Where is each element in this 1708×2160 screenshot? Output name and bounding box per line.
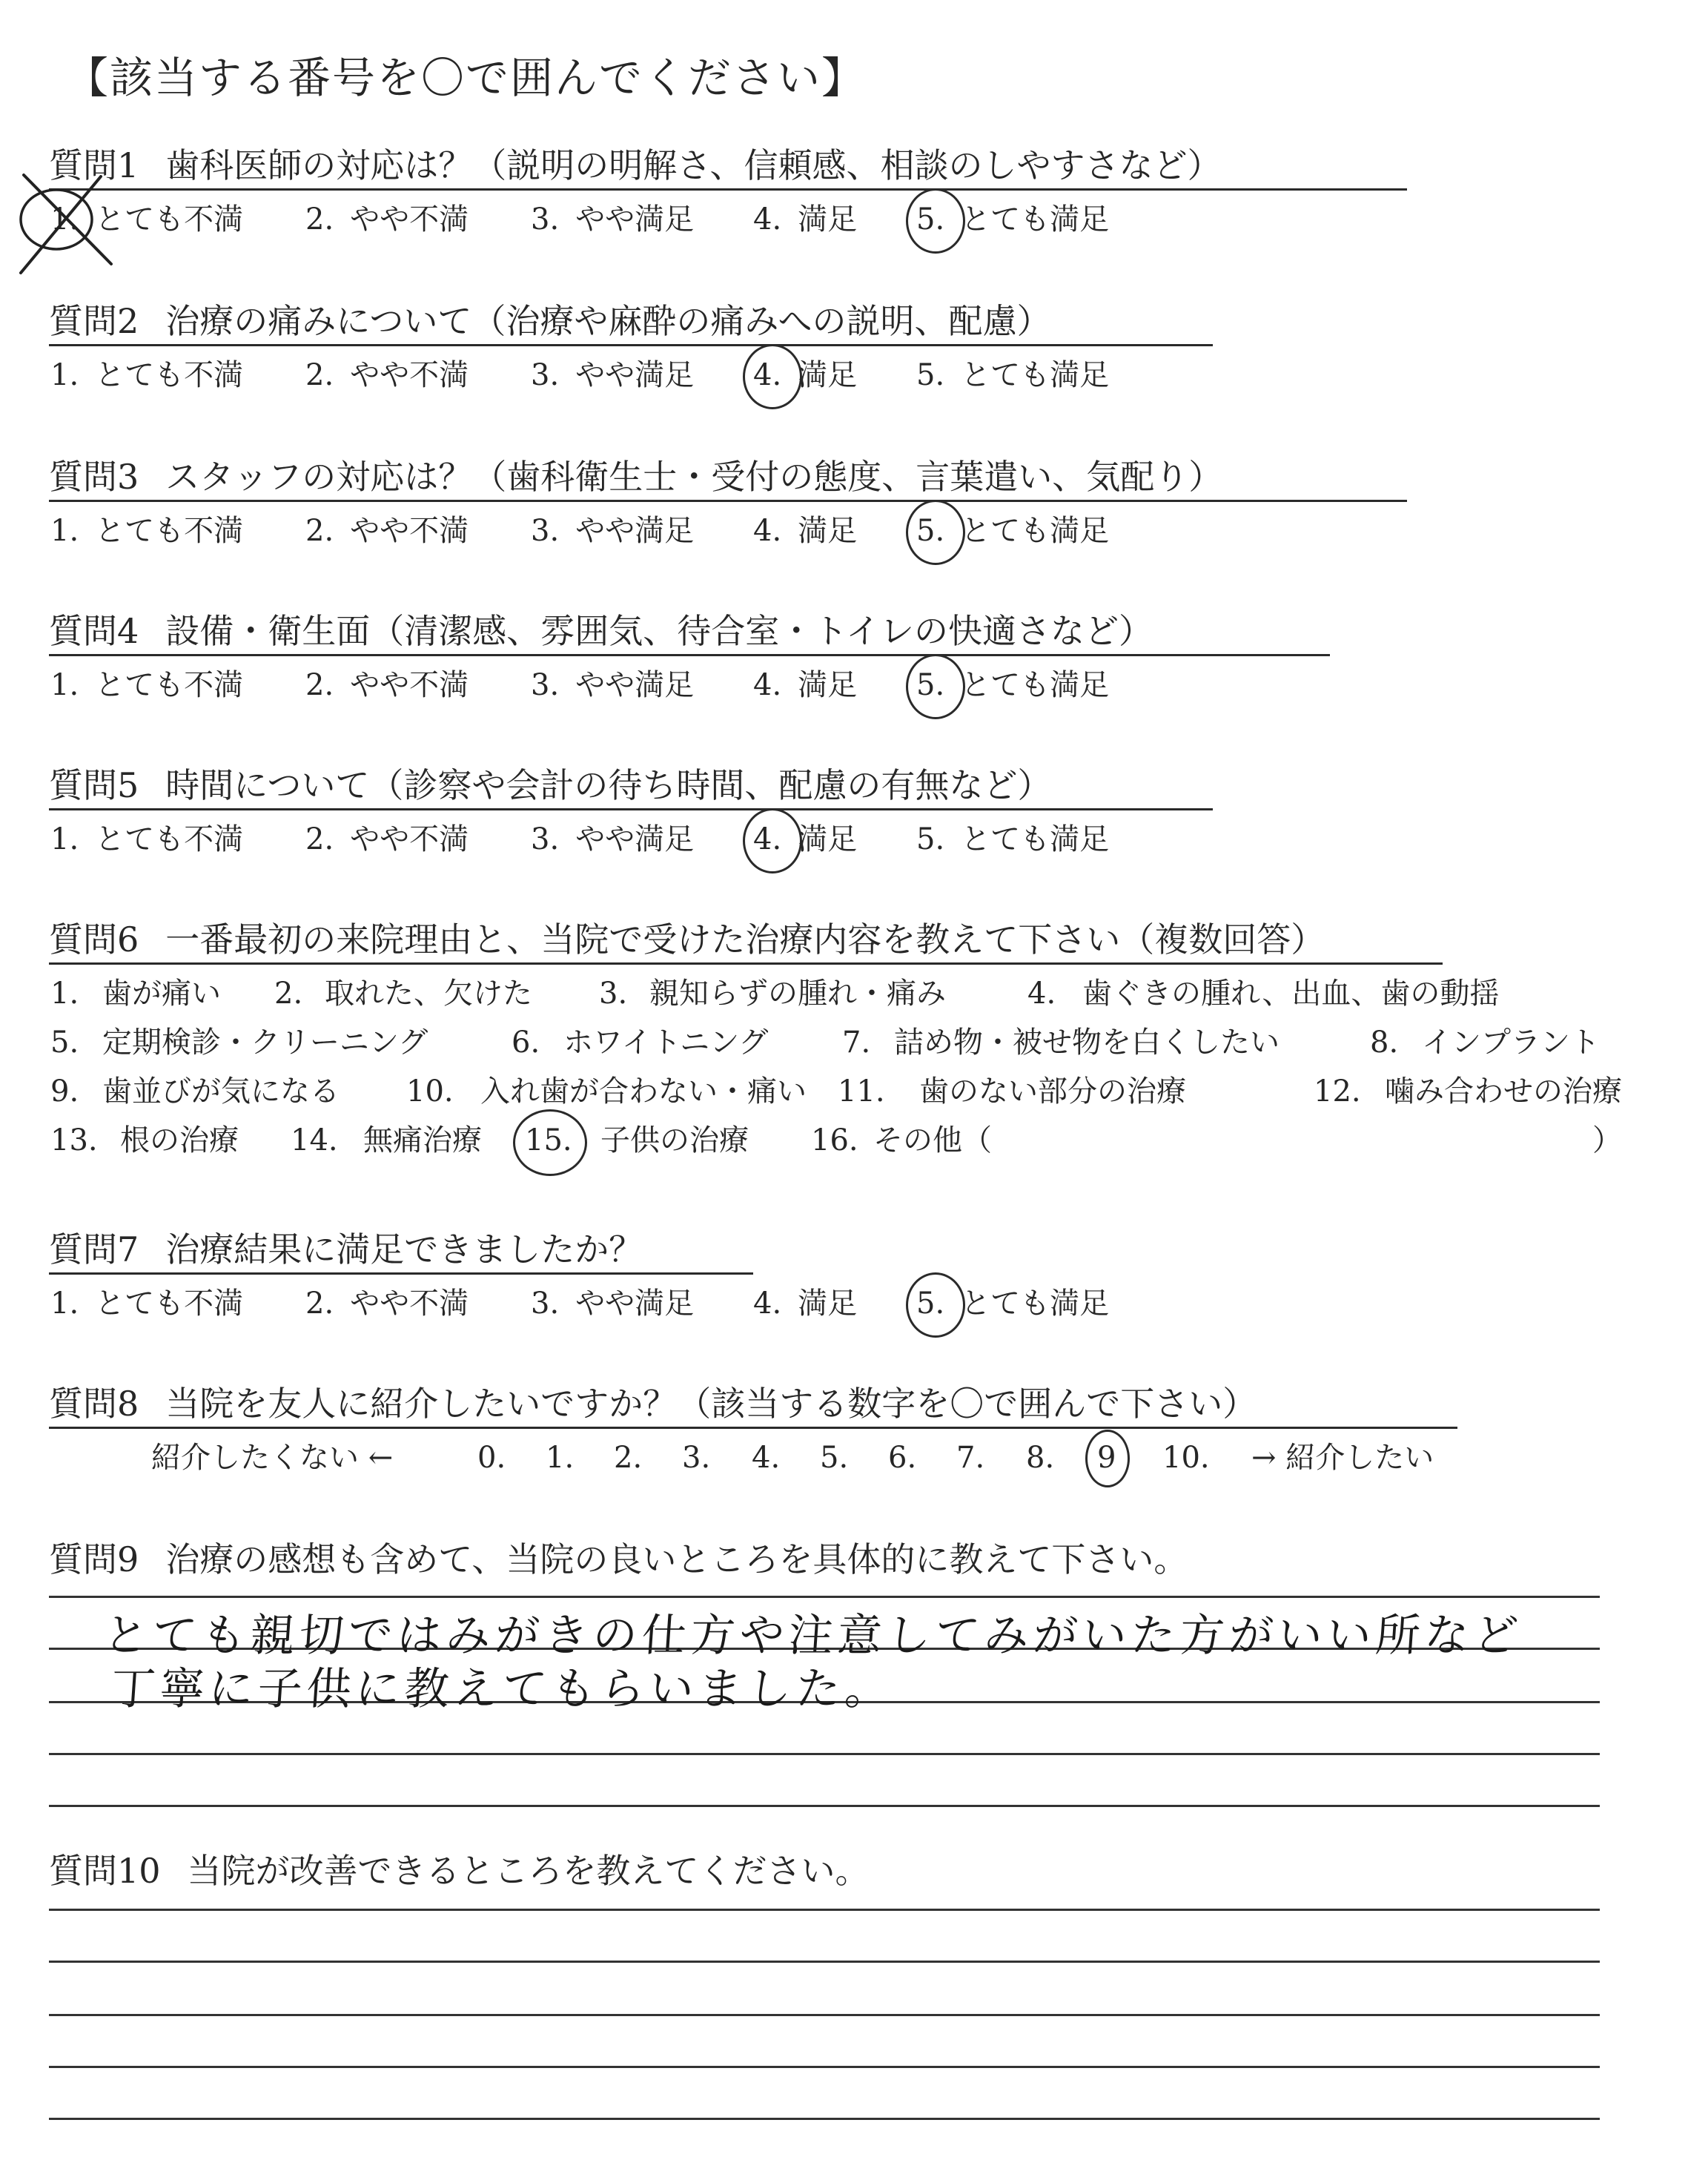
q2-option-number: 3. (531, 358, 560, 392)
q2-number: 質問2 (49, 301, 139, 341)
q10-answer-line (49, 1909, 1600, 1911)
q7-option-number: 3. (531, 1287, 560, 1321)
q7-option-label: とても不満 (95, 1287, 244, 1321)
q8-number: 質問8 (49, 1384, 139, 1424)
q10-answer-line (49, 2066, 1600, 2068)
q8-scale-4[interactable]: 4. (752, 1441, 781, 1475)
q4-option-number: 2. (305, 668, 334, 702)
q5-option-label: とても満足 (961, 822, 1110, 856)
q7-option-1[interactable] (50, 1287, 244, 1321)
q2-option-label: 満足 (798, 358, 858, 392)
q7-text: 治療結果に満足できましたか？ (165, 1229, 643, 1269)
q6-option-label: 定期検診・クリーニング (102, 1025, 428, 1060)
q6-option-label: 子供の治療 (600, 1123, 749, 1157)
q1-option-number: 5. (916, 202, 945, 237)
q2-option-3[interactable] (531, 360, 694, 390)
q6-option-label: 無痛治療 (363, 1123, 482, 1157)
q1-option-4[interactable] (753, 202, 858, 237)
q6-other-close: ） (1592, 1123, 1622, 1157)
q6-heading (49, 919, 1325, 960)
q2-option-label: とても満足 (961, 358, 1110, 392)
q5-option-label: 満足 (798, 822, 858, 856)
q5-option-label: やや不満 (350, 822, 469, 856)
q3-option-label: 満足 (798, 514, 858, 548)
q6-option-number[interactable]: 13. (50, 1123, 98, 1157)
q2-heading (49, 301, 1051, 341)
q1-option-number: 1. (50, 202, 79, 237)
q5-option-number: 4. (753, 822, 782, 856)
q4-option-number: 3. (531, 668, 560, 702)
q4-option-5[interactable] (916, 670, 1109, 700)
q8-scale-5[interactable]: 5. (820, 1441, 849, 1475)
q9-handwritten-answer-line1: とても親切ではみがきの仕方や注意してみがいた方がいい所など (102, 1610, 1525, 1662)
q7-option-5[interactable] (916, 1287, 1110, 1321)
q3-underline (49, 500, 1407, 502)
q2-option-5[interactable] (916, 360, 1109, 390)
q6-option-number[interactable]: 16. (811, 1123, 858, 1157)
q4-option-number: 1. (50, 668, 79, 702)
q7-option-2[interactable] (305, 1287, 469, 1321)
q9-answer-line (49, 1596, 1600, 1598)
q9-number: 質問9 (49, 1539, 139, 1579)
q5-text: 時間について（診察や会計の待ち時間、配慮の有無など） (165, 765, 1052, 805)
q6-option-label: 詰め物・被せ物を白くしたい (894, 1025, 1280, 1060)
q7-option-number: 4. (753, 1287, 782, 1321)
q4-option-number: 4. (753, 668, 782, 702)
q2-option-2[interactable] (305, 360, 469, 390)
q3-number: 質問3 (49, 457, 139, 497)
q3-option-number: 3. (531, 514, 560, 548)
q8-scale-6[interactable]: 6. (888, 1441, 917, 1475)
q5-option-number: 1. (50, 822, 79, 856)
q1-heading (49, 145, 1222, 185)
q1-text: 歯科医師の対応は？（説明の明解さ、信頼感、相談のしやすさなど） (165, 145, 1222, 185)
q6-option-number[interactable]: 2. (274, 977, 303, 1011)
q2-option-number: 4. (753, 358, 782, 392)
q4-option-label: 満足 (798, 668, 858, 702)
q6-option-number[interactable]: 4. (1027, 977, 1056, 1011)
q1-option-label: やや不満 (350, 202, 469, 237)
q9-answer-line (49, 1805, 1600, 1807)
q8-scale-7[interactable]: 7. (956, 1441, 985, 1475)
q6-option-label: 噛み合わせの治療 (1385, 1074, 1622, 1109)
q9-answer-line (49, 1753, 1600, 1755)
q7-option-label: やや不満 (350, 1287, 469, 1321)
q3-option-label: とても満足 (961, 514, 1110, 548)
q1-number: 質問1 (49, 145, 139, 185)
q5-option-1[interactable] (50, 822, 244, 856)
q3-option-number: 1. (50, 514, 79, 548)
q10-text: 当院が改善できるところを教えてください。 (187, 1851, 870, 1891)
q6-option-number[interactable]: 8. (1370, 1025, 1399, 1060)
q1-option-number: 3. (531, 202, 560, 237)
q2-option-label: やや満足 (575, 358, 695, 392)
q6-option-label: 歯並びが気になる (102, 1074, 340, 1109)
q8-heading (49, 1384, 1257, 1424)
q5-option-number: 5. (916, 822, 945, 856)
q6-option-number[interactable]: 7. (842, 1025, 871, 1060)
q4-heading (49, 611, 1153, 651)
q6-option-number[interactable]: 3. (599, 977, 628, 1011)
q7-underline (49, 1272, 753, 1275)
q6-option-number[interactable]: 11. (838, 1074, 885, 1109)
q10-heading (49, 1851, 870, 1891)
q4-underline (49, 654, 1330, 656)
q9-text: 治療の感想も含めて、当院の良いところを具体的に教えて下さい。 (165, 1539, 1188, 1579)
q6-option-number[interactable]: 10. (406, 1074, 454, 1109)
q1-option-number: 4. (753, 202, 782, 237)
q10-answer-line (49, 2014, 1600, 2016)
q1-option-label: 満足 (798, 202, 858, 237)
q1-underline (49, 188, 1407, 191)
q4-option-4[interactable] (753, 670, 857, 700)
q5-option-label: とても不満 (95, 822, 244, 856)
q6-option-label: インプラント (1422, 1025, 1600, 1060)
q3-option-4[interactable] (753, 516, 857, 546)
q8-scale-10[interactable]: 10. (1162, 1441, 1210, 1475)
q8-scale-1[interactable]: 1. (546, 1441, 575, 1475)
q5-underline (49, 808, 1213, 810)
q9-handwritten-answer-line2: 丁寧に子供に教えてもらいました。 (109, 1663, 896, 1715)
q10-answer-line (49, 1961, 1600, 1963)
q8-left-label: 紹介したくない ← (151, 1441, 394, 1475)
q5-option-3[interactable] (531, 822, 695, 856)
q3-option-number: 5. (916, 514, 945, 548)
q1-option-1[interactable] (50, 202, 244, 237)
q6-option-number[interactable]: 6. (512, 1025, 540, 1060)
q4-option-label: とても不満 (95, 668, 244, 702)
q2-text: 治療の痛みについて（治療や麻酔の痛みへの説明、配慮） (165, 301, 1051, 341)
q6-option-label: 親知らずの腫れ・痛み (649, 977, 946, 1011)
q2-option-number: 2. (305, 358, 334, 392)
q10-answer-line (49, 2118, 1600, 2120)
q3-option-2[interactable] (305, 516, 469, 546)
q3-option-label: やや満足 (575, 514, 695, 548)
q6-text: 一番最初の来院理由と、当院で受けた治療内容を教えて下さい（複数回答） (165, 919, 1325, 960)
q8-scale-3[interactable]: 3. (682, 1441, 711, 1475)
q3-option-1[interactable] (50, 516, 243, 546)
q6-underline (49, 962, 1443, 965)
q6-option-label: その他（ (873, 1123, 992, 1157)
q7-heading (49, 1229, 643, 1269)
q2-option-label: とても不満 (95, 358, 244, 392)
q4-option-2[interactable] (305, 670, 469, 700)
q6-option-label: 取れた、欠けた (325, 977, 532, 1011)
q2-option-number: 5. (916, 358, 945, 392)
q6-option-number[interactable]: 1. (50, 977, 79, 1011)
q4-option-label: やや満足 (575, 668, 695, 702)
q1-option-number: 2. (305, 202, 334, 237)
q6-number: 質問6 (49, 919, 139, 960)
q8-scale-8[interactable]: 8. (1026, 1441, 1055, 1475)
q5-option-number: 2. (305, 822, 334, 856)
q5-option-number: 3. (531, 822, 560, 856)
q7-number: 質問7 (49, 1229, 139, 1269)
q7-option-4[interactable] (753, 1287, 858, 1321)
q2-option-number: 1. (50, 358, 79, 392)
q6-option-number[interactable]: 9. (50, 1074, 79, 1109)
q6-option-label: ホワイトニング (563, 1025, 769, 1060)
q4-number: 質問4 (49, 611, 139, 651)
q8-underline (49, 1427, 1457, 1429)
q7-option-label: やや満足 (575, 1287, 695, 1321)
q8-scale-0[interactable]: 0. (477, 1441, 506, 1475)
q6-option-number[interactable]: 14. (291, 1123, 338, 1157)
q1-option-label: やや満足 (575, 202, 695, 237)
q7-option-3[interactable] (531, 1287, 695, 1321)
q7-option-label: とても満足 (961, 1287, 1110, 1321)
q3-option-3[interactable] (531, 516, 694, 546)
q3-option-number: 4. (753, 514, 782, 548)
q7-option-number: 5. (916, 1287, 945, 1321)
q4-option-number: 5. (916, 668, 945, 702)
q2-option-4[interactable] (753, 360, 857, 390)
q7-option-label: 満足 (798, 1287, 858, 1321)
q8-text: 当院を友人に紹介したいですか？（該当する数字を〇で囲んで下さい） (165, 1384, 1257, 1424)
q3-option-label: とても不満 (95, 514, 244, 548)
q6-option-number[interactable]: 15. (525, 1123, 572, 1157)
q5-number: 質問5 (49, 765, 139, 805)
q5-option-4[interactable] (753, 822, 858, 856)
q1-option-5[interactable] (916, 202, 1110, 237)
q7-option-number: 1. (50, 1287, 79, 1321)
q6-option-label: 歯のない部分の治療 (919, 1074, 1186, 1109)
q4-option-1[interactable] (50, 670, 243, 700)
q8-scale-2[interactable]: 2. (614, 1441, 643, 1475)
q2-option-1[interactable] (50, 360, 243, 390)
q3-heading (49, 457, 1223, 497)
q6-option-label: 歯が痛い (102, 977, 221, 1011)
q1-option-label: とても満足 (961, 202, 1110, 237)
q2-option-label: やや不満 (350, 358, 469, 392)
q5-option-5[interactable] (916, 822, 1110, 856)
q6-option-number[interactable]: 5. (50, 1025, 79, 1060)
q4-option-label: やや不満 (350, 668, 469, 702)
q1-option-2[interactable] (305, 202, 469, 237)
q3-option-number: 2. (305, 514, 334, 548)
q8-right-label: → 紹介したい (1251, 1441, 1434, 1475)
q5-heading (49, 765, 1052, 805)
q3-text: スタッフの対応は？（歯科衛生士・受付の態度、言葉遣い、気配り） (165, 457, 1223, 497)
q1-option-3[interactable] (531, 202, 695, 237)
q3-option-5[interactable] (916, 516, 1109, 546)
q6-option-label: 入れ歯が合わない・痛い (480, 1074, 807, 1109)
q6-option-label: 根の治療 (120, 1123, 239, 1157)
q5-option-2[interactable] (305, 822, 469, 856)
q6-option-label: 歯ぐきの腫れ、出血、歯の動揺 (1082, 977, 1500, 1011)
q3-option-label: やや不満 (350, 514, 469, 548)
page-title: 【該当する番号を〇で囲んでください】 (65, 53, 867, 103)
q1-option-label: とても不満 (95, 202, 244, 237)
q2-underline (49, 344, 1213, 346)
q10-number: 質問10 (49, 1851, 161, 1891)
q5-option-label: やや満足 (575, 822, 695, 856)
q4-option-label: とても満足 (961, 668, 1110, 702)
q6-option-number[interactable]: 12. (1314, 1074, 1361, 1109)
q7-option-number: 2. (305, 1287, 334, 1321)
q4-option-3[interactable] (531, 670, 694, 700)
q9-heading (49, 1539, 1188, 1579)
q8-scale-9[interactable]: 9 (1097, 1441, 1116, 1475)
q4-text: 設備・衛生面（清潔感、雰囲気、待合室・トイレの快適さなど） (165, 611, 1153, 651)
